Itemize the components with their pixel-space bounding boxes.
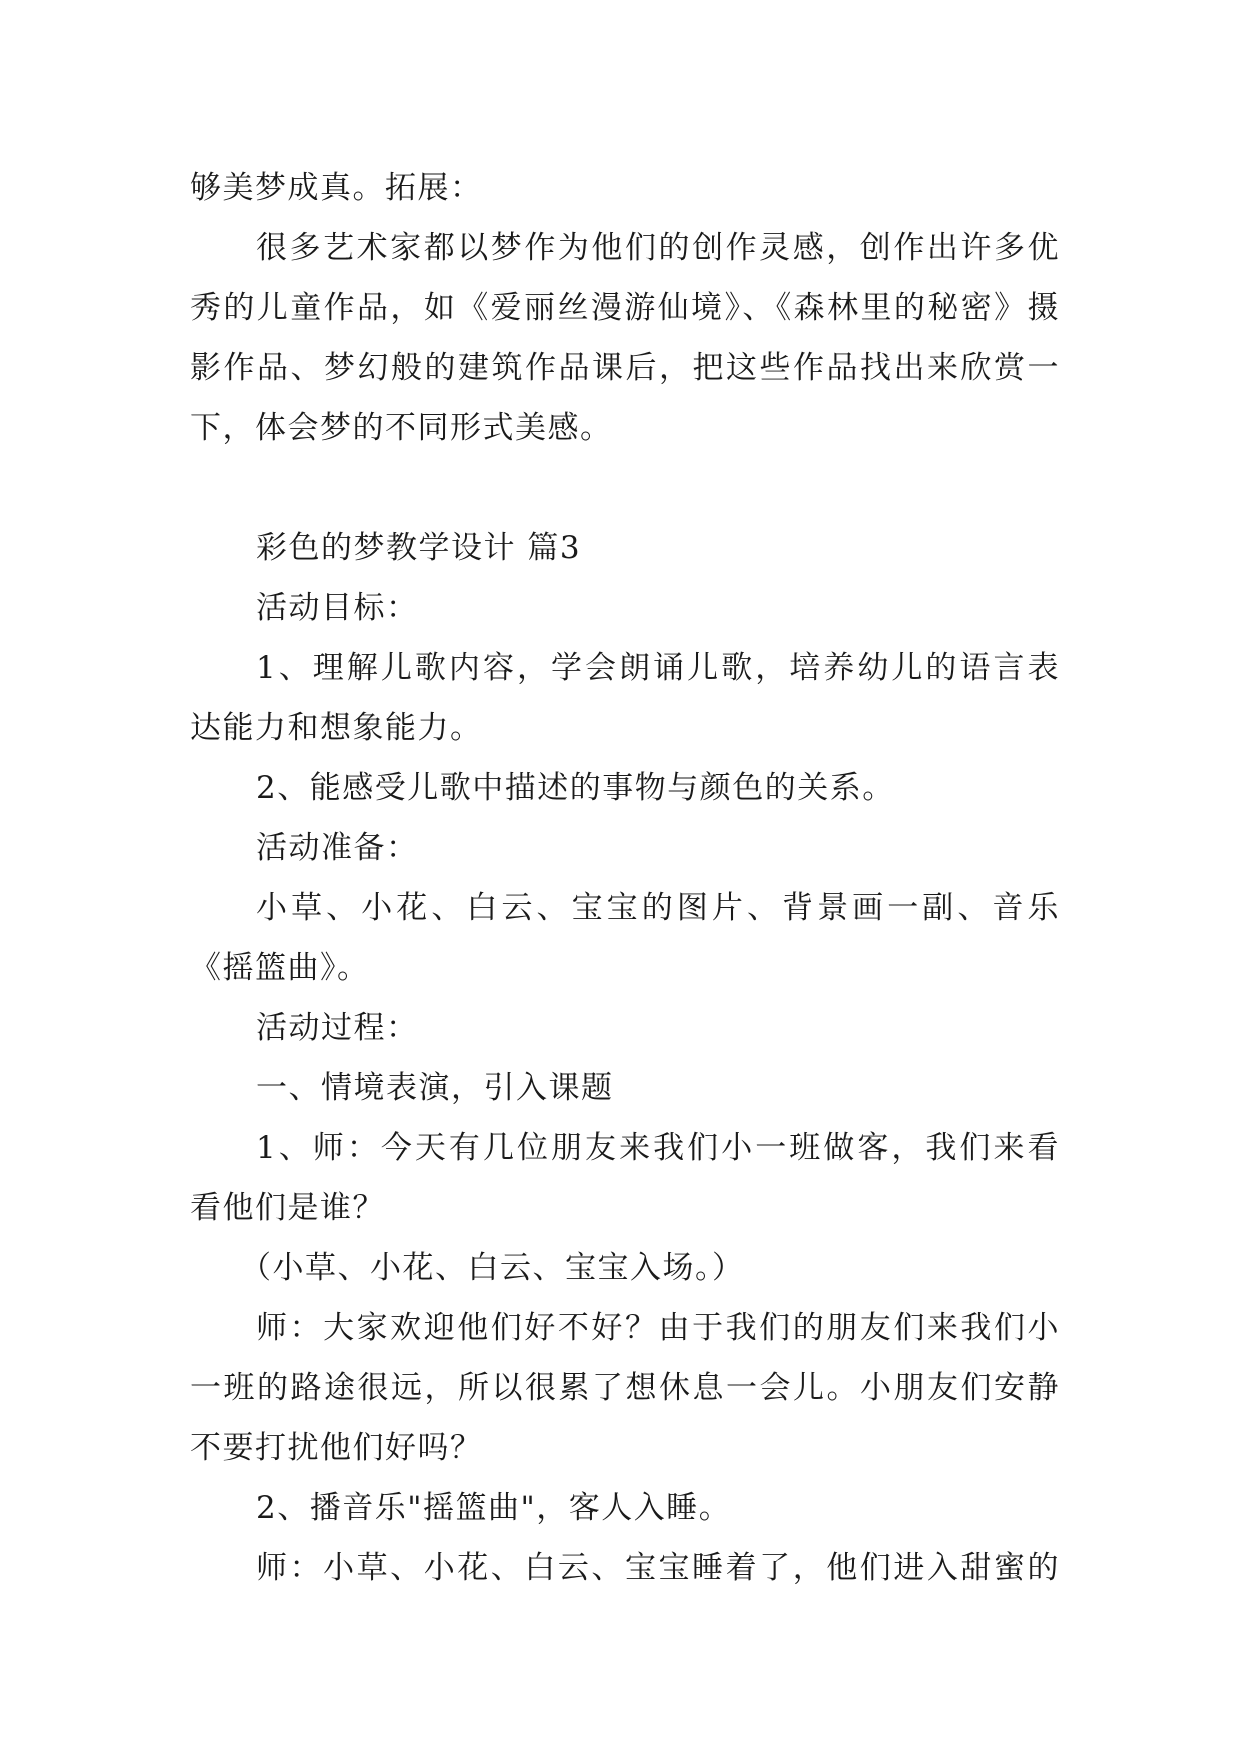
text-line: 活动过程： — [256, 1010, 419, 1046]
text-line: 小草、小花、白云、宝宝的图片、背景画一副、音乐 — [256, 890, 1060, 926]
text-line: 够美梦成真。拓展： — [190, 170, 483, 206]
text-line: 2、播音乐"摇篮曲"，客人入睡。 — [256, 1490, 732, 1526]
text-line: （小草、小花、白云、宝宝入场。） — [240, 1250, 745, 1286]
text-line: 活动准备： — [256, 830, 419, 866]
section-heading: 彩色的梦教学设计 篇3 — [256, 530, 582, 566]
text-line: 影作品、梦幻般的建筑作品课后，把这些作品找出来欣赏一 — [190, 350, 1060, 386]
text-line: 师：大家欢迎他们好不好？由于我们的朋友们来我们小 — [256, 1310, 1060, 1346]
text-line: 很多艺术家都以梦作为他们的创作灵感，创作出许多优 — [256, 230, 1060, 266]
text-line: 不要打扰他们好吗？ — [190, 1430, 483, 1466]
text-line: 达能力和想象能力。 — [190, 710, 483, 746]
text-line: 师：小草、小花、白云、宝宝睡着了，他们进入甜蜜的 — [256, 1550, 1060, 1586]
text-line: 2、能感受儿歌中描述的事物与颜色的关系。 — [256, 770, 895, 806]
text-line: 看他们是谁？ — [190, 1190, 385, 1226]
text-line: 1、理解儿歌内容，学会朗诵儿歌，培养幼儿的语言表 — [256, 650, 1060, 686]
text-line: 下，体会梦的不同形式美感。 — [190, 410, 613, 446]
text-line: 1、师：今天有几位朋友来我们小一班做客，我们来看 — [256, 1130, 1060, 1166]
text-line: 一班的路途很远，所以很累了想休息一会儿。小朋友们安静 — [190, 1370, 1060, 1406]
text-line: 一、情境表演，引入课题 — [256, 1070, 614, 1106]
text-line: 秀的儿童作品，如《爱丽丝漫游仙境》、《森林里的秘密》摄 — [190, 290, 1060, 326]
text-line: 活动目标： — [256, 590, 419, 626]
text-line: 《摇篮曲》。 — [190, 950, 370, 986]
